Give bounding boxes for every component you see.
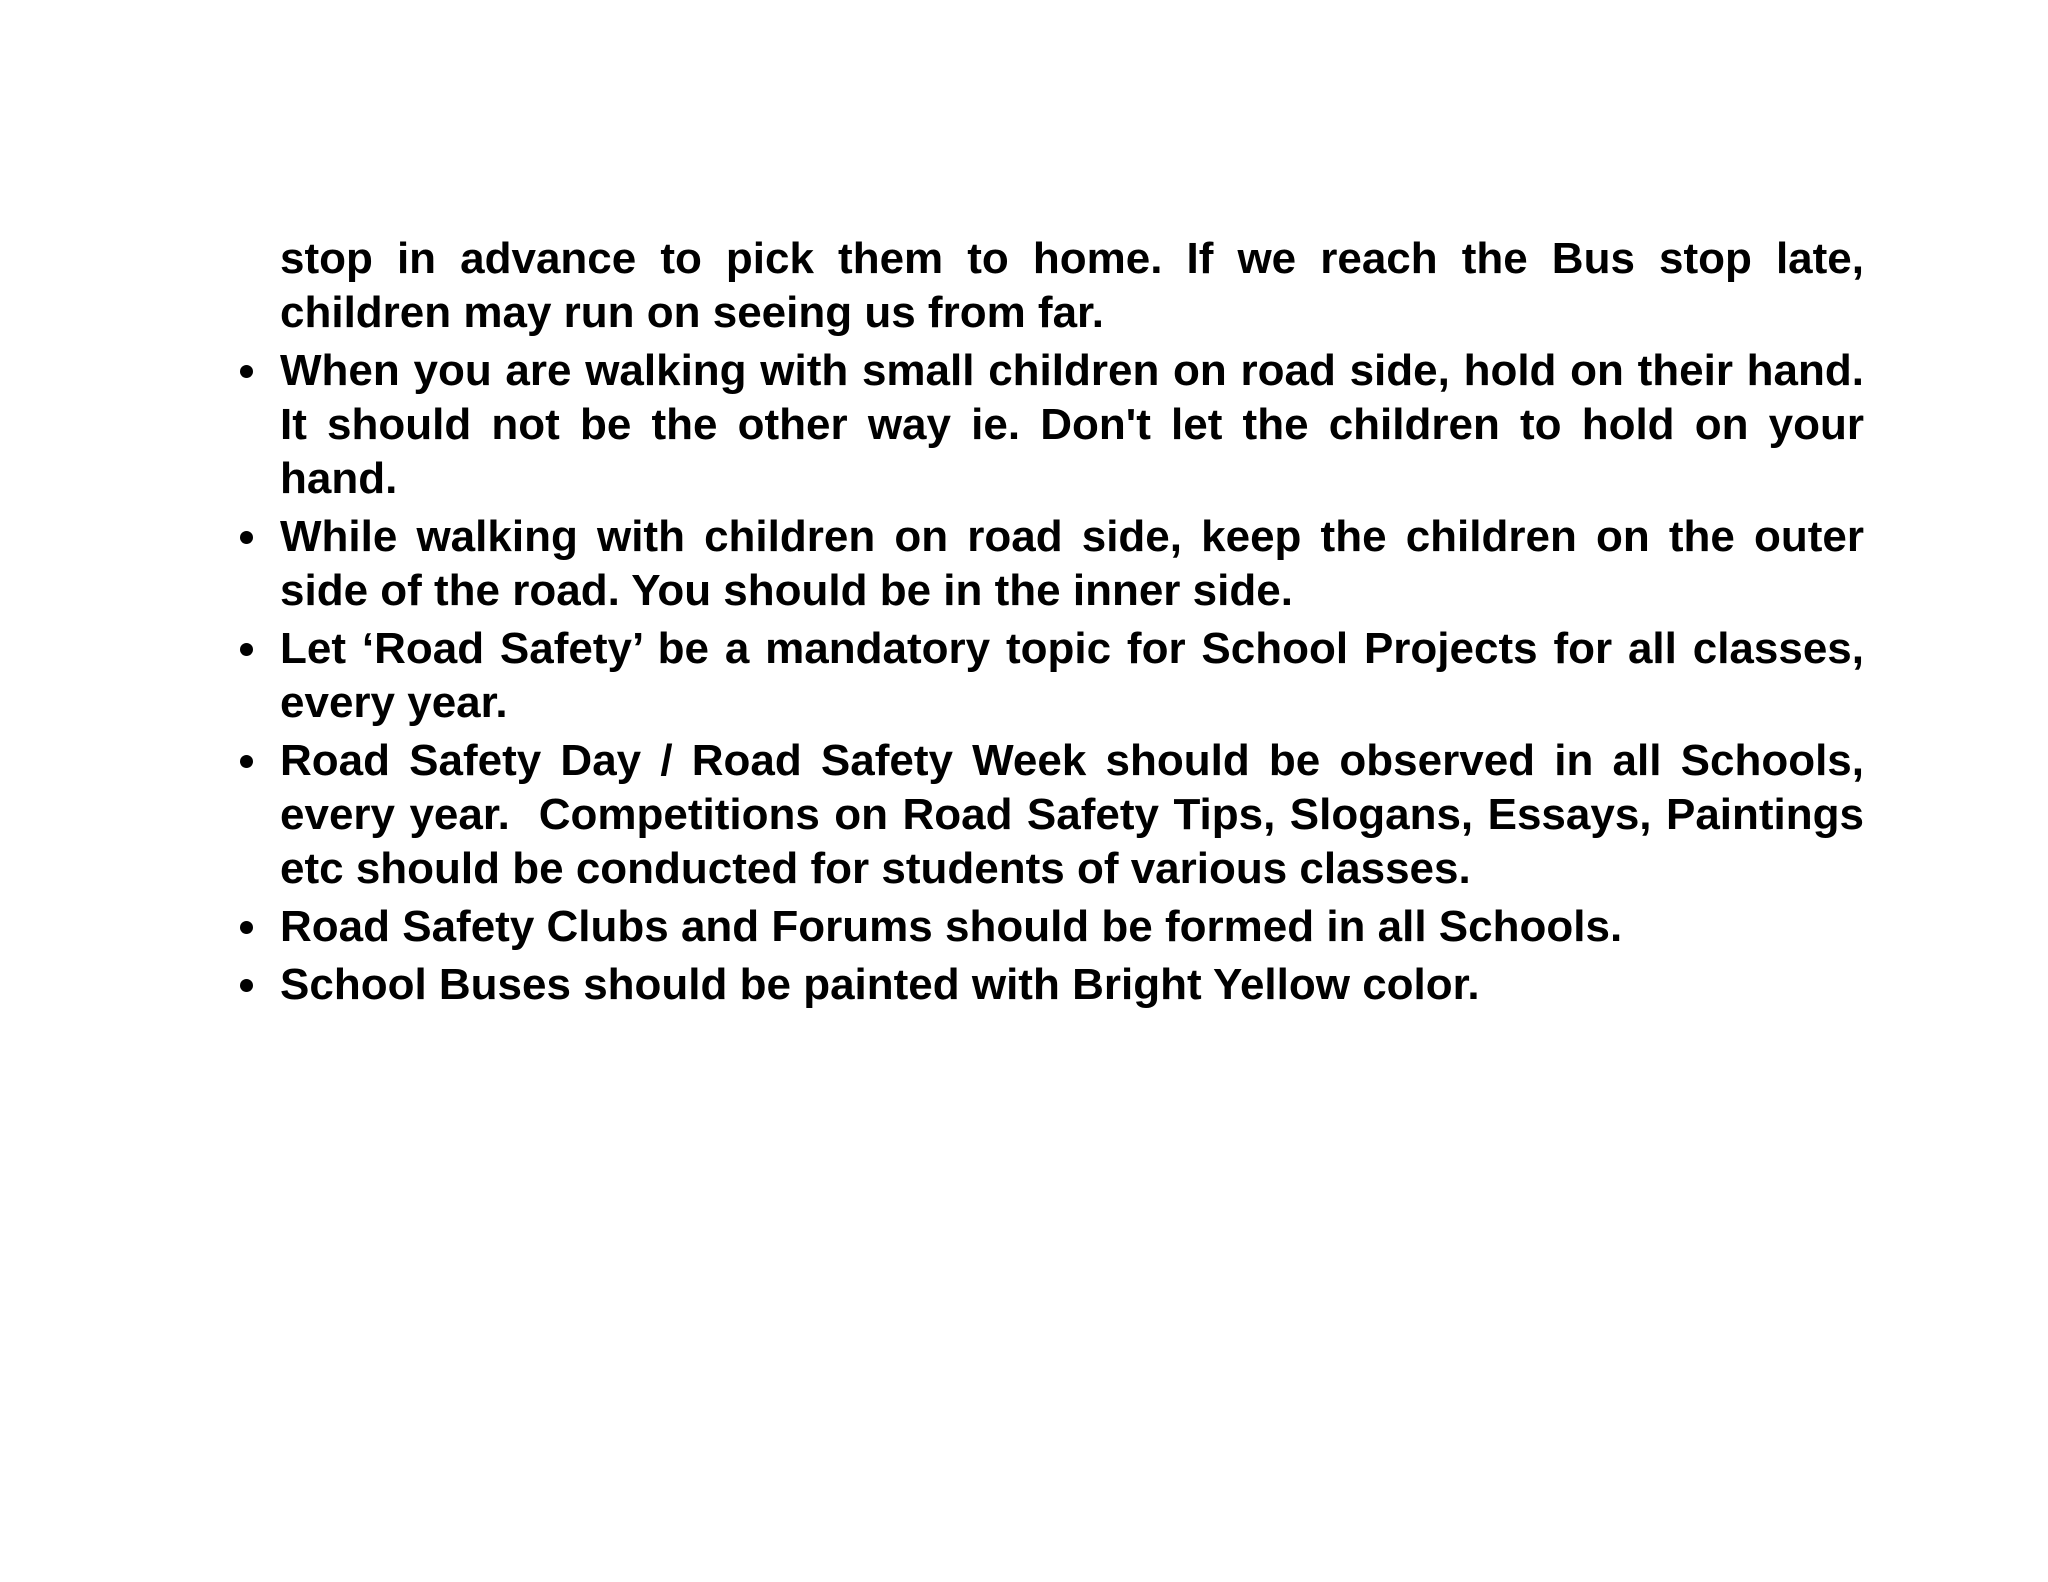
bullet-icon	[240, 531, 253, 544]
list-item-text: School Buses should be painted with Bright Yellow color.	[280, 960, 1480, 1009]
list-item	[280, 958, 1864, 1012]
continuation-paragraph: stop in advance to pick them to home. If we reach the Bus stop late, children may run on seeing us from far.	[280, 234, 1877, 337]
bullet-list	[280, 344, 1889, 1012]
document-body	[280, 232, 1889, 1016]
list-item	[280, 900, 1864, 954]
list-item	[280, 344, 1889, 506]
list-item-text: While walking with children on road side, keep the children on the outer side of the road. You should be in the inner side.	[280, 512, 1877, 615]
bullet-icon	[240, 979, 253, 992]
bullet-icon	[240, 921, 253, 934]
list-item-text: Road Safety Day / Road Safety Week should be observed in all Schools, every year. Competitions on Road Safety Tips, Slogans, Essays, Paintings etc should be conducted for students of various classes.	[280, 736, 1877, 893]
list-item	[280, 510, 1877, 618]
list-item-text: Let ‘Road Safety’ be a mandatory topic for School Projects for all classes, every year.	[280, 624, 1877, 727]
bullet-icon	[240, 365, 253, 378]
bullet-icon	[240, 643, 253, 656]
list-item-text: When you are walking with small children on road side, hold on their hand. It should not be the other way ie. Don't let the children to hold on your hand.	[280, 346, 1889, 503]
list-item-text: Road Safety Clubs and Forums should be formed in all Schools.	[280, 902, 1623, 951]
list-item	[280, 734, 1877, 896]
bullet-icon	[240, 755, 253, 768]
list-item	[280, 622, 1877, 730]
